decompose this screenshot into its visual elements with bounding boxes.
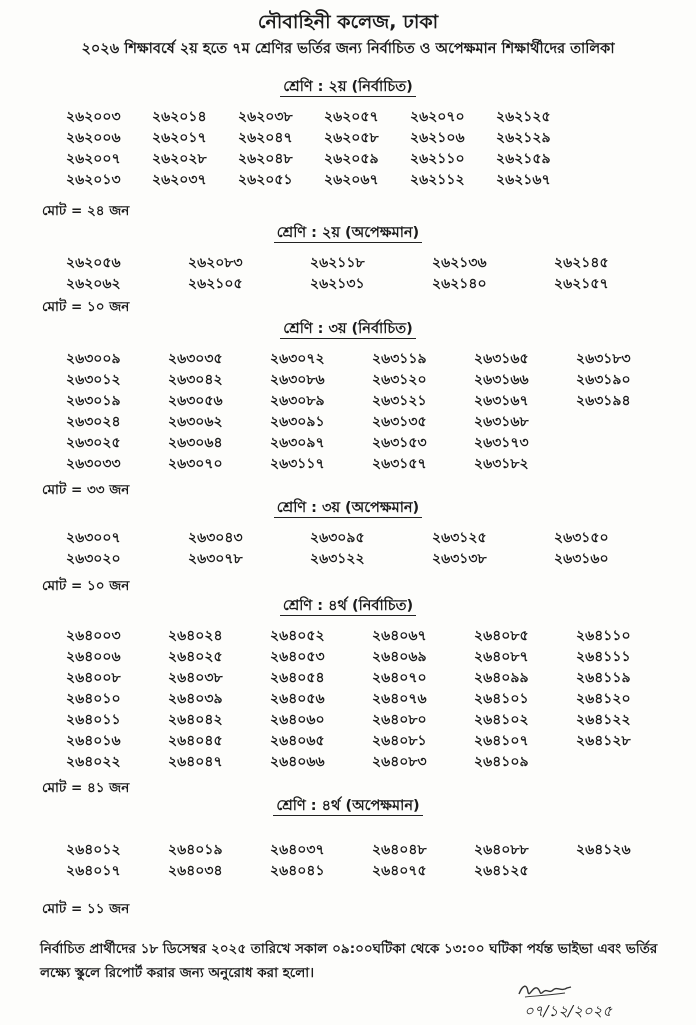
roll-number-grid [66,349,686,475]
roll-number: ২৬৩১৫৭ [372,456,427,472]
section-heading [0,595,696,619]
roll-number: ২৬৩০৯১ [270,414,325,430]
roll-number: ২৬৩১৯০ [576,372,631,388]
roll-number: ২৬৪০৪৮ [372,842,427,858]
section-heading [0,76,696,100]
roll-number: ২৬৪০৪৭ [168,754,223,770]
roll-number: ২৬৩০৭৮ [188,551,243,567]
roll-number [576,412,678,433]
roll-number: ২৬৩০৬২ [168,414,223,430]
roll-number: ২৬৪১২০ [576,691,631,707]
roll-number: ২৬৪১১১ [576,649,631,665]
roll-number: ২৬৩১৯৪ [576,393,631,409]
section-heading-text: শ্রেণি : ৪র্থ (নির্বাচিত) [280,598,416,616]
roll-number: ২৬৩০৯৫ [310,530,365,546]
section-total: মোট = ২৪ জন [42,203,130,219]
notice-text: নির্বাচিত প্রার্থীদের ১৮ ডিসেম্বর ২০২৫ তারিখে সকাল ০৯:০০ঘটিকা থেকে ১৩:০০ ঘটিকা পর্যন্ত ভাইভা এবং ভর্তির লক্ষ্যে স্কুলে রিপোর্ট করার জন্য অনুরোধ করা হলো। [40,941,658,981]
roll-number: ২৬৪০৭৫ [372,863,427,879]
roll-number: ২৬৪০৩৭ [270,842,325,858]
roll-number: ২৬৩০৪৩ [188,530,243,546]
roll-number [576,433,678,454]
roll-number: ২৬৪০৫৪ [270,670,325,686]
roll-number: ২৬২০৫৭ [324,109,379,125]
roll-number: ২৬২১০৫ [188,276,243,292]
roll-number: ২৬৩০১২ [66,372,121,388]
roll-number: ২৬৩১২১ [372,393,427,409]
section-heading [0,222,696,246]
roll-number-grid [66,107,686,191]
signature-date: ০৭/১২/২০২৫ [524,1002,613,1020]
roll-number: ২৬৪০৫২ [270,628,325,644]
roll-number: ২৬৪১২৫ [474,863,529,879]
roll-number: ২৬৪০৪২ [168,712,223,728]
roll-number: ২৬৪১০২ [474,712,529,728]
roll-number: ২৬৪১১০ [576,628,631,644]
roll-number: ২৬৪০৭৬ [372,691,427,707]
roll-number: ২৬৩০৮৬ [270,372,325,388]
roll-number: ২৬৩১৬৮ [474,414,529,430]
roll-number: ২৬৩১২৫ [432,530,487,546]
section-total: মোট = ১১ জন [42,901,130,917]
roll-number: ২৬৩০৬৪ [168,435,223,451]
roll-number: ২৬৪০২৪ [168,628,223,644]
roll-number-grid [66,528,686,570]
roll-number: ২৬৩০৭২ [270,351,325,367]
roll-number: ২৬২০১৪ [152,109,207,125]
roll-number: ২৬২০৬৭ [324,172,379,188]
roll-number: ২৬৩১৩৮ [432,551,487,567]
roll-number: ২৬২১২৯ [496,130,551,146]
roll-number-grid [66,626,686,773]
roll-number: ২৬২১৬৭ [496,172,551,188]
roll-number: ২৬২১১৮ [310,255,365,271]
roll-number: ২৬৪০০৩ [66,628,121,644]
roll-number: ২৬৩১৩৫ [372,414,427,430]
roll-number: ২৬৩০৭০ [168,456,223,472]
roll-number: ২৬৩০৩৫ [168,351,223,367]
roll-number: ২৬২০২৮ [152,151,207,167]
roll-number: ২৬২০৫১ [238,172,293,188]
roll-number: ২৬৪০৯৯ [474,670,529,686]
roll-number: ২৬৩০৮৯ [270,393,325,409]
roll-number: ২৬৩০০৯ [66,351,121,367]
section-heading-text: শ্রেণি : ৪র্থ (অপেক্ষমান) [273,798,422,816]
roll-number: ২৬৪০৩৯ [168,691,223,707]
roll-number: ২৬৪১০৭ [474,733,529,749]
roll-number: ২৬২১৫৯ [496,151,551,167]
page-subtitle: ২০২৬ শিক্ষাবর্ষে ২য় হতে ৭ম শ্রেণির ভর্তির জন্য নির্বাচিত ও অপেক্ষমান শিক্ষার্থীদের তালিকা [81,41,615,57]
roll-number: ২৬৪১০১ [474,691,529,707]
roll-number [576,752,678,773]
section-heading [0,497,696,521]
section-heading [0,795,696,819]
roll-number: ২৬২০১৭ [152,130,207,146]
roll-number: ২৬৩১৬৭ [474,393,529,409]
roll-number: ২৬৪০৪১ [270,863,325,879]
roll-number: ২৬৪১২৮ [576,733,631,749]
roll-number: ২৬৪০৫৬ [270,691,325,707]
roll-number: ২৬২০৩৭ [152,172,207,188]
roll-number: ২৬২০০৭ [66,151,121,167]
roll-number [576,454,678,475]
roll-number: ২৬৪০৮৫ [474,628,529,644]
section-total: মোট = ১০ জন [42,299,130,315]
section-heading-text: শ্রেণি : ২য় (অপেক্ষমান) [274,225,422,243]
roll-number: ২৬২১৪০ [432,276,487,292]
roll-number: ২৬২০৬২ [66,276,121,292]
roll-number: ২৬২১১০ [410,151,465,167]
roll-number: ২৬৩০৪২ [168,372,223,388]
section-total: মোট = ৪১ জন [42,780,130,796]
roll-number: ২৬৪১১৯ [576,670,631,686]
roll-number: ২৬৪১০৯ [474,754,529,770]
roll-number: ২৬৩১২০ [372,372,427,388]
roll-number: ২৬৩০২৫ [66,435,121,451]
roll-number: ২৬৪০৮০ [372,712,427,728]
roll-number: ২৬২০৩৮ [238,109,293,125]
section-heading-text: শ্রেণি : ৩য় (অপেক্ষমান) [274,500,422,518]
roll-number: ২৬২০১৩ [66,172,121,188]
roll-number [576,861,678,882]
roll-number: ২৬৩১৭৩ [474,435,529,451]
roll-number: ২৬৩০০৭ [66,530,121,546]
section-heading-text: শ্রেণি : ২য় (নির্বাচিত) [280,79,415,97]
roll-number: ২৬২১৩১ [310,276,365,292]
roll-number: ২৬৪০৬৯ [372,649,427,665]
roll-number: ২৬৪০৭০ [372,670,427,686]
roll-number: ২৬৩১৫৩ [372,435,427,451]
roll-number: ২৬৪০২২ [66,754,121,770]
roll-number: ২৬৪০১০ [66,691,121,707]
roll-number: ২৬২১৫৭ [554,276,609,292]
section-total: মোট = ১০ জন [42,578,130,594]
page-title: নৌবাহিনী কলেজ, ঢাকা [257,11,439,33]
roll-number: ২৬২০৫৯ [324,151,379,167]
roll-number: ২৬৪০০৬ [66,649,121,665]
roll-number: ২৬৪০৫৩ [270,649,325,665]
roll-number: ২৬৪০২৫ [168,649,223,665]
roll-number: ২৬৪০৬০ [270,712,325,728]
roll-number: ২৬৩১৬৬ [474,372,529,388]
roll-number: ২৬৩১৫০ [554,530,609,546]
roll-number: ২৬৪০১৭ [66,863,121,879]
roll-number: ২৬৩১১৭ [270,456,325,472]
roll-number: ২৬৪০৬৬ [270,754,325,770]
roll-number: ২৬২০৮৩ [188,255,243,271]
roll-number-grid [66,253,686,295]
roll-number: ২৬২১২৫ [496,109,551,125]
roll-number: ২৬৪০৪৫ [168,733,223,749]
roll-number: ২৬৩০১৯ [66,393,121,409]
roll-number: ২৬২০৪৭ [238,130,293,146]
roll-number: ২৬৩০৩৩ [66,456,121,472]
roll-number: ২৬৪০৬৭ [372,628,427,644]
roll-number: ২৬৪০৮৮ [474,842,529,858]
roll-number: ২৬৪১২২ [576,712,631,728]
roll-number: ২৬৩১৬৫ [474,351,529,367]
roll-number: ২৬৪০৮১ [372,733,427,749]
roll-number: ২৬৩১৬০ [554,551,609,567]
roll-number: ২৬৪০৩৪ [168,863,223,879]
roll-number: ২৬৪০০৮ [66,670,121,686]
roll-number: ২৬৩১৮২ [474,456,529,472]
roll-number: ২৬২১০৬ [410,130,465,146]
roll-number: ২৬৪০১২ [66,842,121,858]
roll-number: ২৬২০০৩ [66,109,121,125]
section-heading-text: শ্রেণি : ৩য় (নির্বাচিত) [280,321,415,339]
roll-number: ২৬৪০৮৭ [474,649,529,665]
roll-number: ২৬২০০৬ [66,130,121,146]
roll-number: ২৬২০৪৮ [238,151,293,167]
section-total: মোট = ৩৩ জন [42,482,130,498]
roll-number: ২৬৪১২৬ [576,842,631,858]
roll-number: ২৬৩০৯৭ [270,435,325,451]
roll-number: ২৬৪০১৬ [66,733,121,749]
roll-number: ২৬২১৪৫ [554,255,609,271]
roll-number: ২৬৪০৬৫ [270,733,325,749]
roll-number: ২৬৪০৩৮ [168,670,223,686]
roll-number: ২৬২০৫৬ [66,255,121,271]
roll-number: ২৬৩১৮৩ [576,351,631,367]
roll-number: ২৬২১১২ [410,172,465,188]
roll-number: ২৬২০৭০ [410,109,465,125]
roll-number: ২৬৪০১৯ [168,842,223,858]
roll-number: ২৬৩০৫৬ [168,393,223,409]
signature-mark [515,978,575,1002]
roll-number: ২৬৪০৮৩ [372,754,427,770]
roll-number: ২৬৩০২৪ [66,414,121,430]
roll-number: ২৬২০৫৮ [324,130,379,146]
roll-number: ২৬৩১১৯ [372,351,427,367]
roll-number-grid [66,840,686,882]
roll-number: ২৬৩০২০ [66,551,121,567]
roll-number: ২৬২১৩৬ [432,255,487,271]
roll-number: ২৬৪০১১ [66,712,121,728]
roll-number: ২৬৩১২২ [310,551,365,567]
section-heading [0,318,696,342]
